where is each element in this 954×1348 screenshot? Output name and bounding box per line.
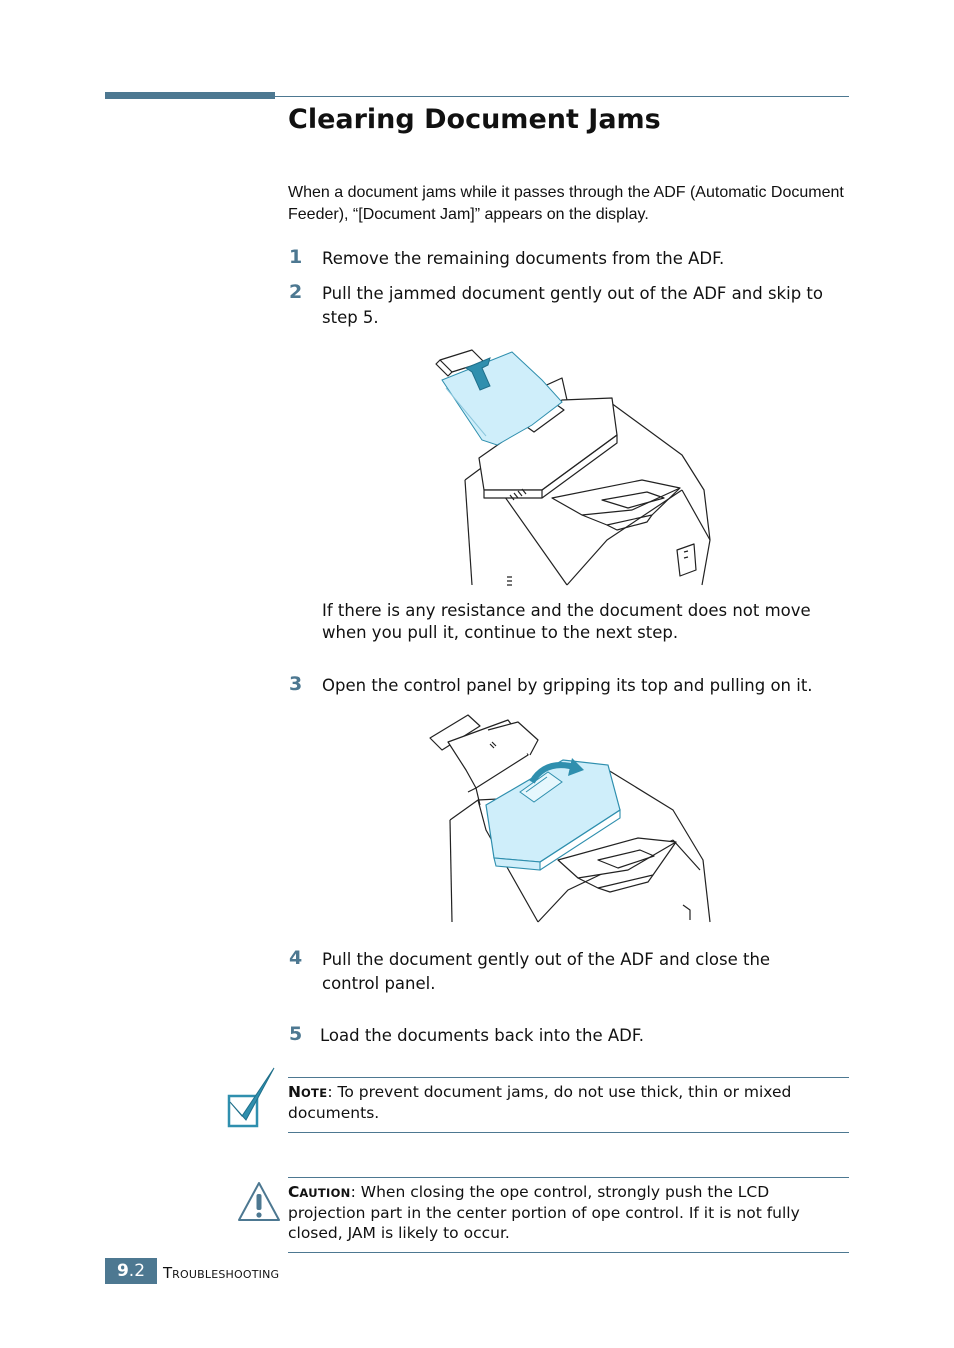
caution-text bbox=[288, 1178, 849, 1243]
footer-section-label bbox=[163, 1263, 279, 1282]
page-title: Clearing Document Jams bbox=[288, 104, 661, 135]
footer-section-rest: ROUBLESHOOTING bbox=[172, 1268, 280, 1281]
footer-section-first: T bbox=[163, 1264, 173, 1282]
step-text-4: Pull the document gently out of the ADF and close the control panel. bbox=[322, 950, 771, 993]
caution-label-first: C bbox=[288, 1183, 300, 1201]
step-text-5: Load the documents back into the ADF. bbox=[320, 1026, 644, 1045]
step-text-2: Pull the jammed document gently out of the ADF and skip to step 5. bbox=[322, 284, 823, 327]
note-label-rest: OTE bbox=[300, 1086, 328, 1100]
header-rule-thin bbox=[275, 96, 849, 97]
note-box bbox=[288, 1077, 849, 1133]
note-label-first: N bbox=[288, 1083, 301, 1101]
step-number-3: 3 bbox=[289, 673, 303, 695]
page-chapter: 9 bbox=[116, 1261, 129, 1281]
note-text bbox=[288, 1078, 849, 1123]
page-number: 2 bbox=[134, 1261, 146, 1281]
step2-followup-text: If there is any resistance and the document does not move when you pull it, continue to the next step. bbox=[322, 601, 811, 642]
page-separator: . bbox=[128, 1261, 135, 1281]
page-number-box bbox=[105, 1258, 157, 1284]
step-number-1: 1 bbox=[289, 246, 303, 268]
caution-box bbox=[288, 1177, 849, 1253]
checkmark-icon bbox=[226, 1064, 278, 1130]
intro-paragraph: When a document jams while it passes through the ADF (Automatic Document Feeder), “[Document Jam]” appears on the display. bbox=[288, 184, 844, 223]
header-rule-thick bbox=[105, 92, 275, 99]
step-text-1: Remove the remaining documents from the ADF. bbox=[322, 249, 725, 268]
step-text-3: Open the control panel by gripping its top and pulling on it. bbox=[322, 676, 813, 695]
step-number-4: 4 bbox=[289, 947, 303, 969]
figure-pull-document bbox=[432, 340, 714, 586]
caution-label-rest: AUTION bbox=[299, 1186, 351, 1200]
figure-open-control-panel bbox=[428, 710, 714, 922]
note-body: : To prevent document jams, do not use thick, thin or mixed documents. bbox=[288, 1083, 792, 1122]
warning-icon bbox=[236, 1180, 282, 1224]
caution-body: : When closing the ope control, strongly push the LCD projection part in the center portion of ope control. If it is not fully closed, JAM is likely to occur. bbox=[288, 1183, 800, 1242]
step-number-2: 2 bbox=[289, 281, 303, 303]
step-number-5: 5 bbox=[289, 1023, 303, 1045]
